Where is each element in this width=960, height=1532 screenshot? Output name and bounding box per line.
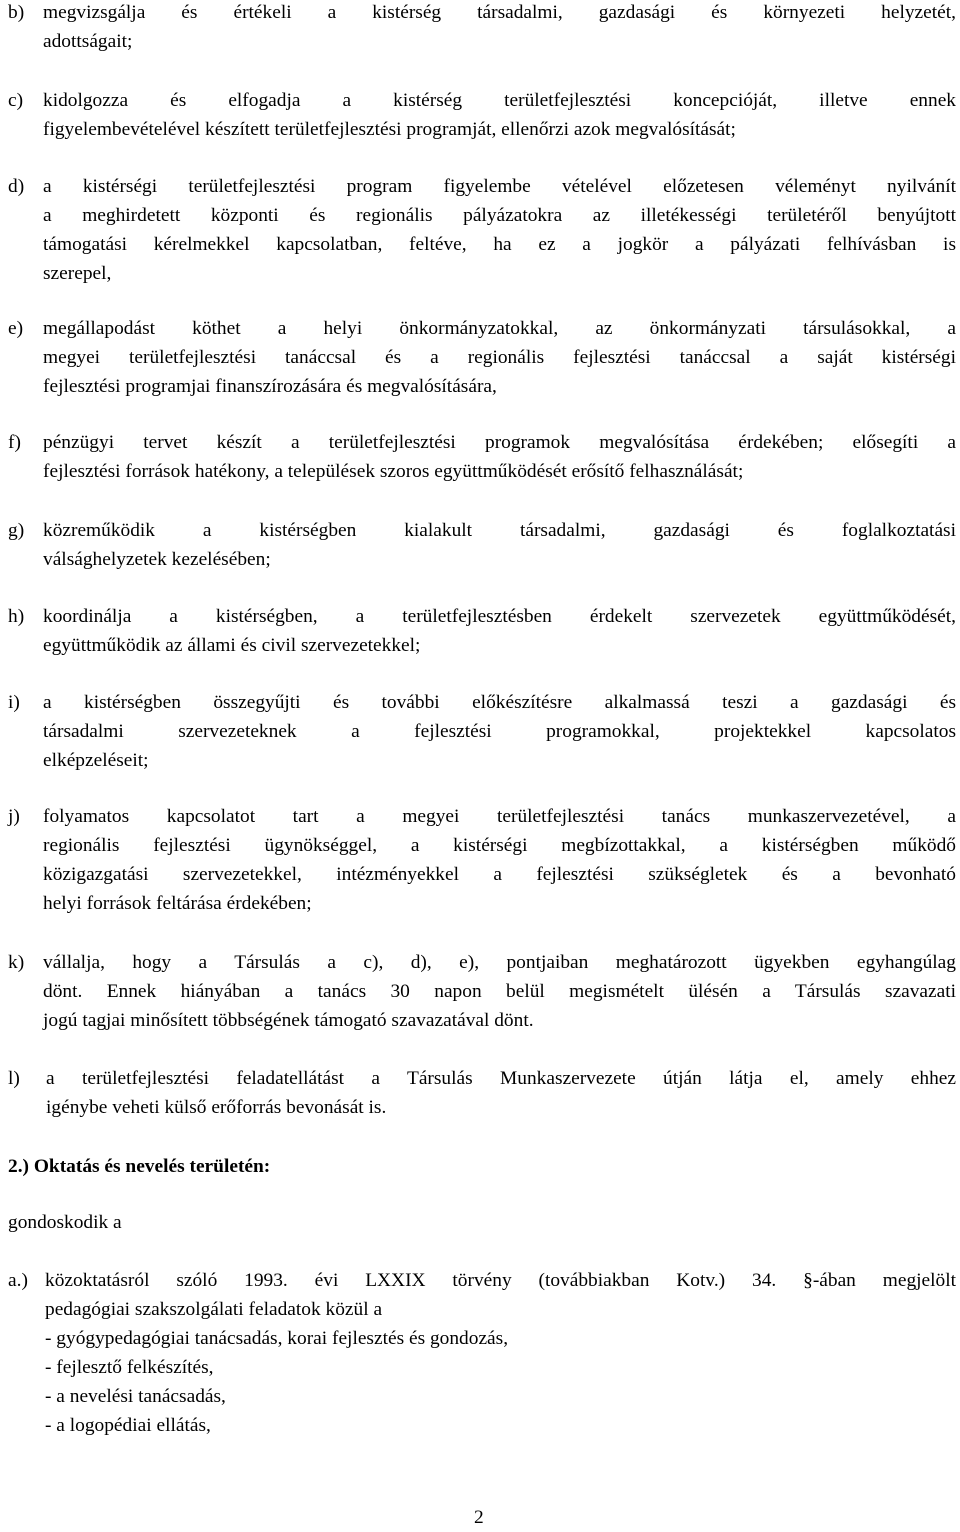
list-item-g [8,516,956,574]
item-line: fejlesztési források hatékony, a települések szoros együttműködését erősítő felhasználását; [43,461,744,482]
item-line: pedagógiai szakszolgálati feladatok közül a [45,1299,383,1320]
item-line: a kistérségben összegyűjti és további előkészítésre alkalmassá teszi a gazdasági és [43,692,956,713]
page-number: 2 [474,1507,484,1528]
item-line: együttműködik az állami és civil szervezetekkel; [43,635,421,656]
item-marker: b) [8,2,25,23]
item-line: kidolgozza és elfogadja a kistérség területfejlesztési koncepcióját, illetve ennek [43,90,956,111]
list-item-j [8,802,956,918]
item-marker: g) [8,520,25,541]
item-line: megvizsgálja és értékeli a kistérség társadalmi, gazdasági és környezeti helyzetét, [43,2,956,23]
item-line: fejlesztési programjai finanszírozására és megvalósítására, [43,376,497,397]
item-line: közigazgatási szervezetekkel, intézményekkel a fejlesztési szükségletek és a bevonható [43,864,956,885]
item-line: közoktatásról szóló 1993. évi LXXIX törvény (továbbiakban Kotv.) 34. §-ában megjelölt [45,1270,956,1291]
item-line: közreműködik a kistérségben kialakult társadalmi, gazdasági és foglalkoztatási [43,520,956,541]
section-heading: 2.) Oktatás és nevelés területén: [8,1156,271,1177]
item-marker: i) [8,692,20,713]
item-line: figyelembevételével készített területfejlesztési programját, ellenőrzi azok megvalósítását; [43,119,736,140]
item-marker: l) [8,1068,20,1089]
item-line: támogatási kérelmekkel kapcsolatban, feltéve, ha ez a jogkör a pályázati felhívásban is [43,234,956,255]
item-line: a területfejlesztési feladatellátást a Társulás Munkaszervezete útján látja el, amely ehhez [46,1068,956,1089]
list-item-c [8,86,956,144]
bullet-line: - fejlesztő felkészítés, [45,1357,214,1378]
item-line: igénybe veheti külső erőforrás bevonását is. [46,1097,387,1118]
item-line: szerepel, [43,263,112,284]
bullet-line: - a logopédiai ellátás, [45,1415,211,1436]
item-line: helyi források feltárása érdekében; [43,893,312,914]
list-item-l [8,1064,956,1122]
list-item-h [8,602,956,660]
item-line: koordinálja a kistérségben, a területfejlesztésben érdekelt szervezetek együttműködését, [43,606,956,627]
sub-item-a [45,1266,956,1440]
item-marker: f) [8,432,21,453]
item-marker: e) [8,318,24,339]
list-item-d [8,172,956,288]
item-line: megállapodást köthet a helyi önkormányzatokkal, az önkormányzati társulásokkal, a [43,318,956,339]
bullet-line: - gyógypedagógiai tanácsadás, korai fejlesztés és gondozás, [45,1328,509,1349]
list-item-f [8,428,956,486]
item-marker: h) [8,606,25,627]
item-line: vállalja, hogy a Társulás a c), d), e), pontjaiban meghatározott ügyekben egyhangúlag [43,952,956,973]
item-line: pénzügyi tervet készít a területfejlesztési programok megvalósítása érdekében; elősegíti a [43,432,956,453]
list-item-e [8,314,956,401]
sub-item-marker: a.) [8,1270,28,1291]
intro-text: gondoskodik a [8,1212,122,1233]
item-line: adottságait; [43,31,133,52]
item-line: folyamatos kapcsolatot tart a megyei területfejlesztési tanács munkaszervezetével, a [43,806,956,827]
item-line: válsághelyzetek kezelésében; [43,549,271,570]
list-item-i [8,688,956,775]
item-line: dönt. Ennek hiányában a tanács 30 napon belül megismételt ülésén a Társulás szavazati [43,981,956,1002]
item-line: a meghirdetett központi és regionális pályázatokra az illetékességi területéről benyújtott [43,205,956,226]
item-marker: j) [8,806,20,827]
item-line: megyei területfejlesztési tanáccsal és a regionális fejlesztési tanáccsal a saját kistérségi [43,347,956,368]
item-line: regionális fejlesztési ügynökséggel, a kistérségi megbízottakkal, a kistérségben működő [43,835,956,856]
item-line: társadalmi szervezeteknek a fejlesztési programokkal, projektekkel kapcsolatos [43,721,956,742]
item-line: jogú tagjai minősített többségének támogató szavazatával dönt. [43,1010,534,1031]
item-line: elképzeléseit; [43,750,149,771]
item-marker: d) [8,176,25,197]
item-line: a kistérségi területfejlesztési program figyelembe vételével előzetesen véleményt nyilvánít [43,176,956,197]
list-item-b [8,0,956,56]
item-marker: c) [8,90,24,111]
bullet-line: - a nevelési tanácsadás, [45,1386,226,1407]
list-item-k [8,948,956,1035]
item-marker: k) [8,952,25,973]
